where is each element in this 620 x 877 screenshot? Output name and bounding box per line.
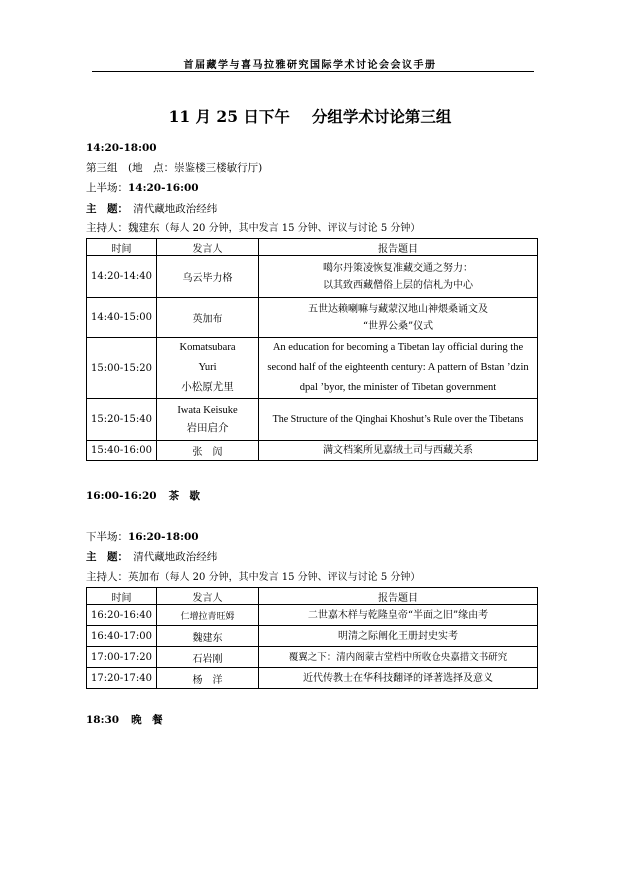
row-time: 15:40-16:00 — [87, 441, 157, 461]
first-half-label: 上半场： — [86, 182, 128, 194]
row-topic: An education for becoming a Tibetan lay official during the second half of the eighteenth century: A pattern of Bstan ’dzin dpal ’byor, the minister of Tibetan government — [259, 338, 538, 399]
row-time: 17:20-17:40 — [87, 668, 157, 689]
second-half-host — [86, 570, 420, 585]
tea-time: 16:00-16:20 — [86, 490, 157, 502]
host-name: 英加布 — [128, 571, 160, 583]
row-topic: 明清之际阐化王册封史实考 — [259, 626, 538, 647]
first-half-host — [86, 221, 420, 236]
row-speaker: 杨 洋 — [157, 668, 259, 689]
theme-label: 主 题： — [86, 203, 123, 215]
col-speaker-header: 发言人 — [157, 588, 259, 605]
first-half-theme — [86, 202, 217, 216]
row-topic: 噶尔丹策凌恢复准藏交通之努力： 以其致西藏僧俗上层的信札为中心 — [259, 256, 538, 298]
second-half-table — [86, 587, 538, 689]
title-group: 分组学术讨论第三组 — [311, 107, 452, 126]
theme-value: 清代藏地政治经纬 — [133, 551, 218, 563]
title-date: 11 月 25 日下午 — [168, 107, 290, 126]
col-time-header: 时间 — [87, 588, 157, 605]
table-header-row — [87, 588, 538, 605]
row-topic: 覆翼之下：清内阁蒙古堂档中所收仓央嘉措文书研究 — [259, 647, 538, 668]
row-time: 17:00-17:20 — [87, 647, 157, 668]
row-speaker: 英加布 — [157, 298, 259, 338]
second-half-theme — [86, 550, 217, 564]
table-row — [87, 647, 538, 668]
table-row — [87, 605, 538, 626]
col-speaker-header: 发言人 — [157, 239, 259, 256]
row-speaker: Iwata Keisuke 岩田启介 — [157, 399, 259, 441]
row-topic: 五世达赖喇嘛与藏蒙汉地山神煨桑诵文及 “世界公桑”仪式 — [259, 298, 538, 338]
row-speaker: Komatsubara Yuri 小松原尤里 — [157, 338, 259, 399]
row-speaker: 仁增拉青旺姆 — [157, 605, 259, 626]
row-speaker: 魏建东 — [157, 626, 259, 647]
page-title — [0, 105, 620, 127]
row-topic: The Structure of the Qinghai Khoshut’s Rule over the Tibetans — [259, 399, 538, 441]
host-label: 主持人： — [86, 571, 128, 583]
row-speaker: 石岩刚 — [157, 647, 259, 668]
dinner-time: 18:30 — [86, 714, 120, 726]
row-time: 16:20-16:40 — [87, 605, 157, 626]
row-speaker: 张 闶 — [157, 441, 259, 461]
row-time: 14:40-15:00 — [87, 298, 157, 338]
table-row — [87, 441, 538, 461]
tea-label: 茶 歇 — [168, 490, 201, 502]
tea-break — [86, 489, 200, 503]
dinner — [86, 713, 163, 727]
row-topic: 二世嘉木样与乾隆皇帝“半面之旧”缘由考 — [259, 605, 538, 626]
dinner-label: 晚 餐 — [131, 714, 163, 726]
table-row — [87, 298, 538, 338]
session-location — [86, 161, 262, 175]
table-row — [87, 668, 538, 689]
row-time: 14:20-14:40 — [87, 256, 157, 298]
col-topic-header: 报告题目 — [259, 588, 538, 605]
session-time: 14:20-18:00 — [86, 142, 157, 154]
second-half-time: 16:20-18:00 — [128, 531, 199, 543]
second-half-label: 下半场： — [86, 531, 128, 543]
table-row — [87, 399, 538, 441]
row-topic: 满文档案所见嘉绒土司与西藏关系 — [259, 441, 538, 461]
first-half-heading — [86, 181, 199, 195]
first-half-table — [86, 238, 538, 461]
theme-value: 清代藏地政治经纬 — [133, 203, 218, 215]
first-half-time: 14:20-16:00 — [128, 182, 199, 194]
row-time: 16:40-17:00 — [87, 626, 157, 647]
col-topic-header: 报告题目 — [259, 239, 538, 256]
col-time-header: 时间 — [87, 239, 157, 256]
host-note: （每人 20 分钟，其中发言 15 分钟、评议与讨论 5 分钟） — [159, 572, 421, 583]
row-time: 15:00-15:20 — [87, 338, 157, 399]
location-label: (地 点：崇鉴楼三楼敏行厅) — [128, 162, 263, 174]
table-row — [87, 338, 538, 399]
host-note: （每人 20 分钟，其中发言 15 分钟、评议与讨论 5 分钟） — [159, 223, 421, 234]
theme-label: 主 题： — [86, 551, 123, 563]
row-speaker: 乌云毕力格 — [157, 256, 259, 298]
host-label: 主持人： — [86, 222, 128, 234]
table-row — [87, 256, 538, 298]
group-label: 第三组 — [86, 162, 118, 174]
table-row — [87, 626, 538, 647]
running-header: 首届藏学与喜马拉雅研究国际学术讨论会会议手册 — [183, 60, 437, 71]
row-topic: 近代传教士在华科技翻译的译著选择及意义 — [259, 668, 538, 689]
row-time: 15:20-15:40 — [87, 399, 157, 441]
header-rule — [92, 71, 534, 72]
table-header-row — [87, 239, 538, 256]
host-name: 魏建东 — [128, 222, 160, 234]
second-half-heading — [86, 530, 199, 544]
